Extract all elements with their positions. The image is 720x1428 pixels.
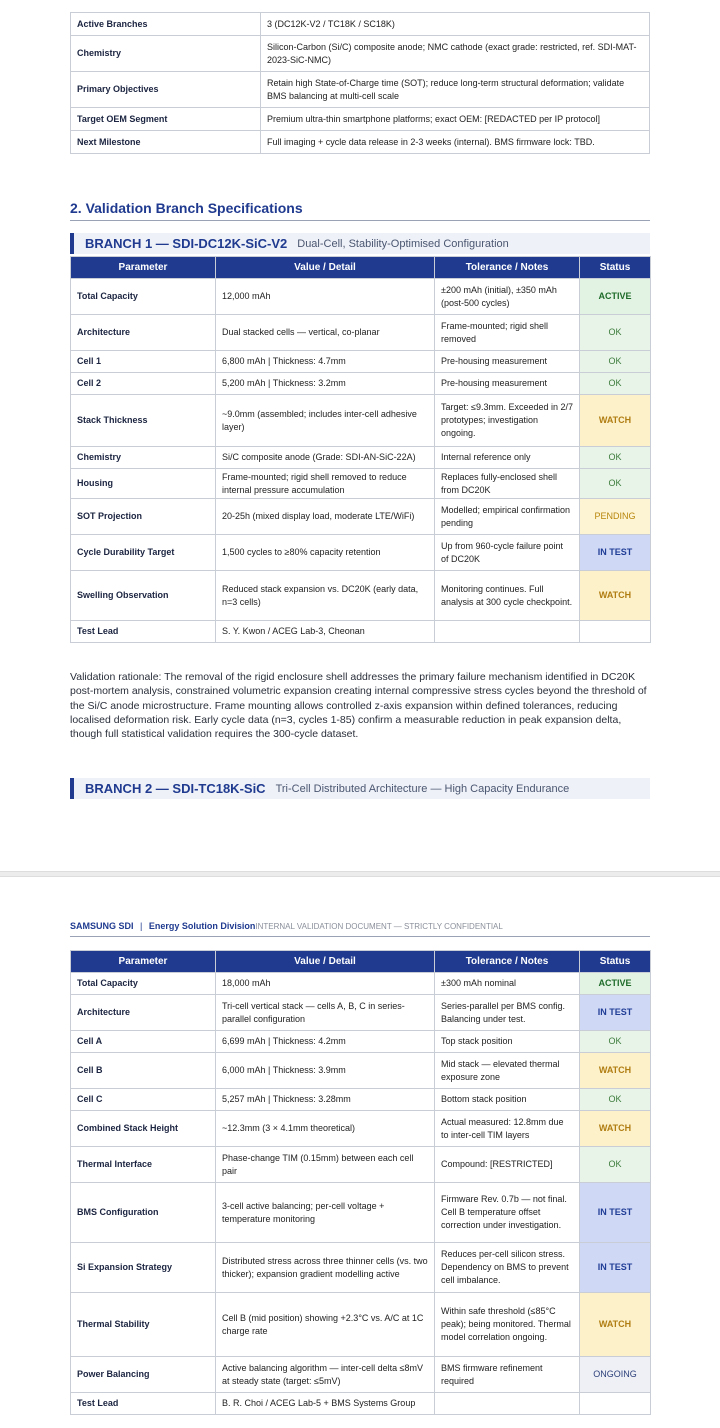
value-cell: Si/C composite anode (Grade: SDI-AN-SiC-22A) (216, 447, 435, 469)
param-cell: Cell 1 (71, 351, 216, 373)
table-row (71, 1031, 651, 1053)
table-row (71, 995, 651, 1031)
table-row (71, 535, 651, 571)
param-cell: Cell 2 (71, 373, 216, 395)
status-badge: ONGOING (580, 1357, 651, 1393)
value-cell: 1,500 cycles to ≥80% capacity retention (216, 535, 435, 571)
value-cell: Premium ultra-thin smartphone platforms; exact OEM: [REDACTED per IP protocol] (261, 108, 650, 131)
confidential-notice: INTERNAL VALIDATION DOCUMENT — STRICTLY CONFIDENTIAL (255, 922, 503, 931)
tolerance-cell: Target: ≤9.3mm. Exceeded in 2/7 prototypes; investigation ongoing. (435, 395, 580, 447)
param-cell: Total Capacity (71, 973, 216, 995)
param-cell: Next Milestone (71, 131, 261, 154)
value-cell: Tri-cell vertical stack — cells A, B, C in series-parallel configuration (216, 995, 435, 1031)
table-row (71, 973, 651, 995)
status-badge (580, 621, 651, 643)
tolerance-cell: Reduces per-cell silicon stress. Dependency on BMS to prevent cell imbalance. (435, 1243, 580, 1293)
param-cell: Combined Stack Height (71, 1111, 216, 1147)
tolerance-cell: Within safe threshold (≤85°C peak); being monitored. Thermal model correlation ongoing. (435, 1293, 580, 1357)
table-row (71, 315, 651, 351)
status-badge (580, 1393, 651, 1415)
param-cell: Primary Objectives (71, 72, 261, 108)
table-row (71, 621, 651, 643)
tolerance-cell: Bottom stack position (435, 1089, 580, 1111)
value-cell: Dual stacked cells — vertical, co-planar (216, 315, 435, 351)
table-row (71, 1111, 651, 1147)
param-cell: Housing (71, 469, 216, 499)
status-badge: WATCH (580, 1053, 651, 1089)
tolerance-cell: Pre-housing measurement (435, 351, 580, 373)
status-badge: OK (580, 469, 651, 499)
value-cell: 5,200 mAh | Thickness: 3.2mm (216, 373, 435, 395)
value-cell: 12,000 mAh (216, 279, 435, 315)
tolerance-cell: Pre-housing measurement (435, 373, 580, 395)
param-cell: Si Expansion Strategy (71, 1243, 216, 1293)
table-row (71, 1183, 651, 1243)
col-header-status: Status (580, 951, 651, 973)
table-row (71, 1053, 651, 1089)
brand-name: SAMSUNG SDI (70, 921, 134, 931)
tolerance-cell: Firmware Rev. 0.7b — not final. Cell B temperature offset correction under investigation. (435, 1183, 580, 1243)
table-row (71, 131, 650, 154)
table-row (71, 351, 651, 373)
value-cell: 6,800 mAh | Thickness: 4.7mm (216, 351, 435, 373)
tolerance-cell: ±300 mAh nominal (435, 973, 580, 995)
tolerance-cell: Modelled; empirical confirmation pending (435, 499, 580, 535)
value-cell: 20-25h (mixed display load, moderate LTE/WiFi) (216, 499, 435, 535)
tolerance-cell: Up from 960-cycle failure point of DC20K (435, 535, 580, 571)
value-cell: Distributed stress across three thinner cells (vs. two thicker); expansion gradient modelling active (216, 1243, 435, 1293)
param-cell: Chemistry (71, 36, 261, 72)
value-cell: Full imaging + cycle data release in 2-3 weeks (internal). BMS firmware lock: TBD. (261, 131, 650, 154)
value-cell: Active balancing algorithm — inter-cell delta ≤8mV at steady state (target: ≤5mV) (216, 1357, 435, 1393)
summary-table (70, 12, 650, 154)
branch-1-subtitle: Dual-Cell, Stability-Optimised Configuration (297, 237, 509, 250)
value-cell: 3-cell active balancing; per-cell voltage + temperature monitoring (216, 1183, 435, 1243)
param-cell: BMS Configuration (71, 1183, 216, 1243)
status-badge: IN TEST (580, 995, 651, 1031)
section-title: 2. Validation Branch Specifications (70, 200, 650, 221)
status-badge: WATCH (580, 571, 651, 621)
table-row (71, 279, 651, 315)
tolerance-cell: Top stack position (435, 1031, 580, 1053)
status-badge: OK (580, 315, 651, 351)
branch-2-table (70, 950, 651, 1415)
branch-2-heading (70, 778, 650, 799)
branch-1-label: BRANCH 1 — SDI-DC12K-SiC-V2 (85, 236, 288, 251)
value-cell: S. Y. Kwon / ACEG Lab-3, Cheonan (216, 621, 435, 643)
param-cell: Active Branches (71, 13, 261, 36)
table-row (71, 108, 650, 131)
value-cell: Silicon-Carbon (Si/C) composite anode; NMC cathode (exact grade: restricted, ref. SDI-MAT-2023-SiC-NMC) (261, 36, 650, 72)
col-header-tolerance: Tolerance / Notes (435, 951, 580, 973)
table-row (71, 1293, 651, 1357)
table-row (71, 1089, 651, 1111)
value-cell: 5,257 mAh | Thickness: 3.28mm (216, 1089, 435, 1111)
param-cell: Power Balancing (71, 1357, 216, 1393)
status-badge: OK (580, 447, 651, 469)
value-cell: B. R. Choi / ACEG Lab-5 + BMS Systems Group (216, 1393, 435, 1415)
param-cell: Total Capacity (71, 279, 216, 315)
param-cell: Thermal Stability (71, 1293, 216, 1357)
param-cell: Target OEM Segment (71, 108, 261, 131)
table-row (71, 373, 651, 395)
tolerance-cell: Actual measured: 12.8mm due to inter-cell TIM layers (435, 1111, 580, 1147)
branch-2-label: BRANCH 2 — SDI-TC18K-SiC (85, 781, 266, 796)
status-badge: OK (580, 373, 651, 395)
value-cell: 6,699 mAh | Thickness: 4.2mm (216, 1031, 435, 1053)
col-header-tolerance: Tolerance / Notes (435, 257, 580, 279)
col-header-value: Value / Detail (216, 951, 435, 973)
tolerance-cell: Monitoring continues. Full analysis at 300 cycle checkpoint. (435, 571, 580, 621)
table-row (71, 13, 650, 36)
param-cell: Cell B (71, 1053, 216, 1089)
value-cell: Reduced stack expansion vs. DC20K (early data, n=3 cells) (216, 571, 435, 621)
tolerance-cell (435, 621, 580, 643)
param-cell: Swelling Observation (71, 571, 216, 621)
param-cell: Test Lead (71, 1393, 216, 1415)
value-cell: Frame-mounted; rigid shell removed to reduce internal pressure accumulation (216, 469, 435, 499)
branch-1-heading (70, 233, 650, 254)
page-header (70, 921, 650, 937)
status-badge: WATCH (580, 1293, 651, 1357)
status-badge: WATCH (580, 395, 651, 447)
document-page-2 (0, 876, 720, 1428)
table-row (71, 72, 650, 108)
table-row (71, 36, 650, 72)
col-header-status: Status (580, 257, 651, 279)
validation-rationale: Validation rationale: The removal of the rigid enclosure shell addresses the primary failure mechanism identified in DC20K post-mortem analysis, constrained volumetric expansion creating internal compressive stress cycles beyond the threshold of the Si/C anode microstructure. Frame mounting allows controlled z-axis expansion within defined tolerances, reducing localised deformation risk. Early cycle data (n=3, cycles 1-85) confirm a measurable reduction in peak expansion delta, though full statistical validation requires the 300-cycle dataset. (70, 671, 647, 741)
value-cell: ~12.3mm (3 × 4.1mm theoretical) (216, 1111, 435, 1147)
status-badge: WATCH (580, 1111, 651, 1147)
status-badge: OK (580, 1089, 651, 1111)
status-badge: ACTIVE (580, 279, 651, 315)
status-badge: ACTIVE (580, 973, 651, 995)
status-badge: OK (580, 351, 651, 373)
header-separator: | (140, 921, 143, 931)
param-cell: Cycle Durability Target (71, 535, 216, 571)
table-row (71, 571, 651, 621)
branch-2-subtitle: Tri-Cell Distributed Architecture — High Capacity Endurance (275, 782, 570, 795)
tolerance-cell: Compound: [RESTRICTED] (435, 1147, 580, 1183)
tolerance-cell (435, 1393, 580, 1415)
status-badge: IN TEST (580, 1243, 651, 1293)
branch-1-table (70, 256, 651, 643)
table-row (71, 1147, 651, 1183)
table-row (71, 1393, 651, 1415)
value-cell: ~9.0mm (assembled; includes inter-cell adhesive layer) (216, 395, 435, 447)
col-header-parameter: Parameter (71, 951, 216, 973)
table-row (71, 395, 651, 447)
table-header-row (71, 951, 651, 973)
param-cell: Cell A (71, 1031, 216, 1053)
tolerance-cell: Frame-mounted; rigid shell removed (435, 315, 580, 351)
value-cell: Phase-change TIM (0.15mm) between each cell pair (216, 1147, 435, 1183)
tolerance-cell: BMS firmware refinement required (435, 1357, 580, 1393)
tolerance-cell: Internal reference only (435, 447, 580, 469)
status-badge: OK (580, 1147, 651, 1183)
tolerance-cell: Mid stack — elevated thermal exposure zone (435, 1053, 580, 1089)
status-badge: IN TEST (580, 1183, 651, 1243)
tolerance-cell: Replaces fully-enclosed shell from DC20K (435, 469, 580, 499)
value-cell: 18,000 mAh (216, 973, 435, 995)
col-header-parameter: Parameter (71, 257, 216, 279)
param-cell: Stack Thickness (71, 395, 216, 447)
status-badge: OK (580, 1031, 651, 1053)
table-row (71, 447, 651, 469)
value-cell: 3 (DC12K-V2 / TC18K / SC18K) (261, 13, 650, 36)
param-cell: Architecture (71, 315, 216, 351)
value-cell: Retain high State-of-Charge time (SOT); reduce long-term structural deformation; validate BMS balancing at multi-cell scale (261, 72, 650, 108)
table-row (71, 1243, 651, 1293)
table-header-row (71, 257, 651, 279)
status-badge: IN TEST (580, 535, 651, 571)
param-cell: Cell C (71, 1089, 216, 1111)
table-row (71, 499, 651, 535)
param-cell: Thermal Interface (71, 1147, 216, 1183)
division-name: Energy Solution Division (148, 921, 256, 931)
param-cell: Chemistry (71, 447, 216, 469)
table-row (71, 1357, 651, 1393)
tolerance-cell: Series-parallel per BMS config. Balancing under test. (435, 995, 580, 1031)
status-badge: PENDING (580, 499, 651, 535)
tolerance-cell: ±200 mAh (initial), ±350 mAh (post-500 cycles) (435, 279, 580, 315)
col-header-value: Value / Detail (216, 257, 435, 279)
param-cell: Architecture (71, 995, 216, 1031)
table-row (71, 469, 651, 499)
value-cell: 6,000 mAh | Thickness: 3.9mm (216, 1053, 435, 1089)
value-cell: Cell B (mid position) showing +2.3°C vs. A/C at 1C charge rate (216, 1293, 435, 1357)
param-cell: SOT Projection (71, 499, 216, 535)
param-cell: Test Lead (71, 621, 216, 643)
